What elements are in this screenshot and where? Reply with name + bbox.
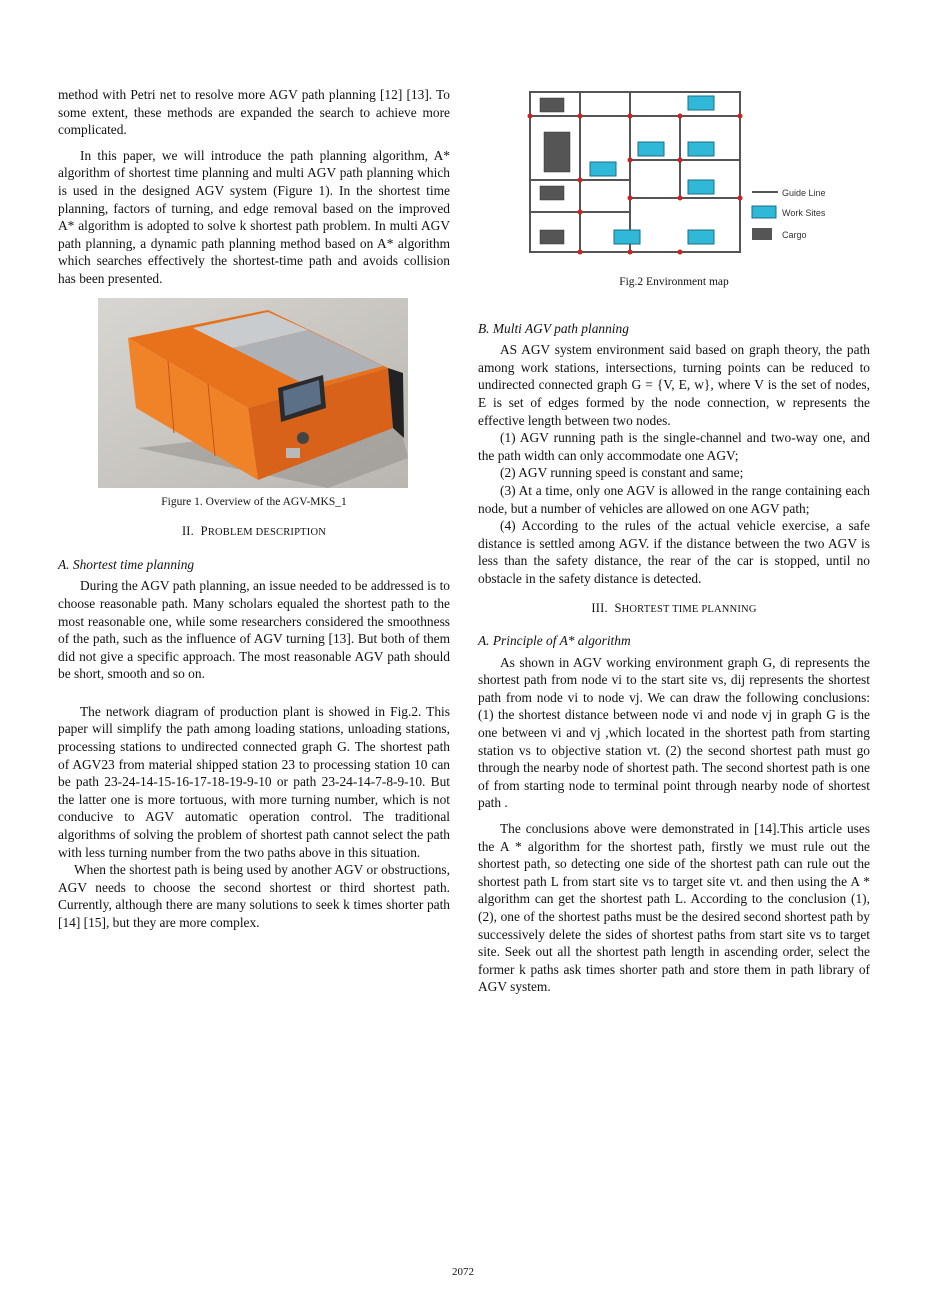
section-heading: II. PROBLEM DESCRIPTION [181, 524, 327, 539]
legend-guide-line: Guide Line [782, 188, 826, 198]
subsection-heading: B. Multi AGV path planning [478, 320, 629, 336]
subsection-heading: A. Principle of A* algorithm [478, 633, 631, 649]
paragraph: (3) At a time, only one AGV is allowed in the range containing each node, but a number of vehicles are allowed on one AGV path; [478, 482, 870, 516]
left-column [58, 86, 450, 932]
paragraph: (4) According to the rules of the actual vehicle exercise, a safe distance is settled among AGV. if the distance between the two AGV is less than the safety distance, the rear of the car is stopped, until no obstacle in the safety distance is detected. [478, 518, 870, 586]
paragraph: (2) AGV running speed is constant and same; [500, 465, 744, 481]
paragraph: method with Petri net to resolve more AGV path planning [12] [13]. To some extent, these methods are expanded the search to achieve more complicated. [58, 87, 450, 138]
paragraph: The conclusions above were demonstrated in [14].This article uses the A * algorithm for the shortest path, firstly we must rule out the shortest path, so detecting one side of the shortest path can rule out the shortest path L from start site vs to target site vt. and then using the A * algorithm can get the shortest path L. According to the conclusion (1), (2), one of the shortest paths must be the desired second shortest path by successively delete the sides of shortest paths from start site vs to target site. Seek out all the shortest path length in ascending order, select the former k paths ask times shorter path and store them in path library of AGV system. [478, 821, 870, 995]
legend-cargo: Cargo [782, 230, 807, 240]
section-heading: III. SHORTEST TIME PLANNING [591, 600, 757, 615]
paragraph: In this paper, we will introduce the path planning algorithm, A* algorithm of shortest time planning and multi AGV path planning which is used in the designed AGV system (Figure 1). In the shortest time planning, factors of turning, and edge removal based on the improved A* algorithm is adopted to solve k shortest path problem. In multi AGV path planning, a dynamic path planning method based on A* algorithm which searches effectively the shortest-time path and avoids collision has been presented. [58, 147, 450, 286]
paragraph: As shown in AGV working environment graph G, di represents the shortest path from node vi to the start site vs, dij represents the shortest path from node vi to node vj. We can draw the following conclusions: (1) the shortest distance between node vi and node vj in graph G is the one between vi and vj ,which located in the shortest path from starting station vs to objective station vt. (2) the second shortest path must go through the nearby node of shortest path. The second shortest path is one of from starting node to terminal point through nearby node of shortest path . [478, 654, 870, 811]
environment-map [520, 80, 826, 270]
agv-photo [98, 298, 408, 488]
paragraph: When the shortest path is being used by another AGV or obstructions, AGV needs to choose the second shortest or third shortest path. Currently, although there are many solutions to seek k times shorter path [14] [15], but they are more complex. [58, 862, 450, 930]
agv-photo-drawing [98, 298, 408, 488]
paragraph: AS AGV system environment said based on graph theory, the path among work stations, intersections, turning points can be reduced to undirected connected graph G = {V, E, w}, where V is the set of nodes, E is set of edges formed by the node connection, w represents the effective length between two nodes. [478, 342, 870, 428]
paragraph: During the AGV path planning, an issue needed to be addressed is to choose reasonable path. Many scholars equaled the shortest path to the most reasonable one, while some researchers considered the smoothness of the path, such as the influence of AGV turning [13]. But both of them did not give a specific approach. The most reasonable AGV path should be short, smooth and so on. [58, 578, 450, 682]
figure2-caption: Fig.2 Environment map [619, 276, 729, 288]
page-number: 2072 [452, 1266, 474, 1278]
right-column [478, 80, 870, 996]
figure1-caption: Figure 1. Overview of the AGV-MKS_1 [161, 495, 347, 508]
legend-work-sites: Work Sites [782, 208, 826, 218]
environment-map-drawing [520, 80, 826, 270]
subsection-heading: A. Shortest time planning [58, 556, 195, 572]
paragraph: (1) AGV running path is the single-channel and two-way one, and the path width can only accommodate one AGV; [478, 430, 870, 463]
paragraph: The network diagram of production plant is showed in Fig.2. This paper will simplify the path among loading stations, unloading stations, processing stations to undirected connected graph G. The shortest path of AGV23 from material shipped station 23 to processing station 10 can be path 23-24-14-15-16-17-18-19-9-10 or path 23-24-14-7-8-9-10. But the latter one is more tortuous, with more turning number, which is not conducive to AGV automatic operation control. The traditional algorithms of solving the problem of shortest path cannot select the path with less turning number from the two paths above in this situation. [58, 703, 450, 860]
